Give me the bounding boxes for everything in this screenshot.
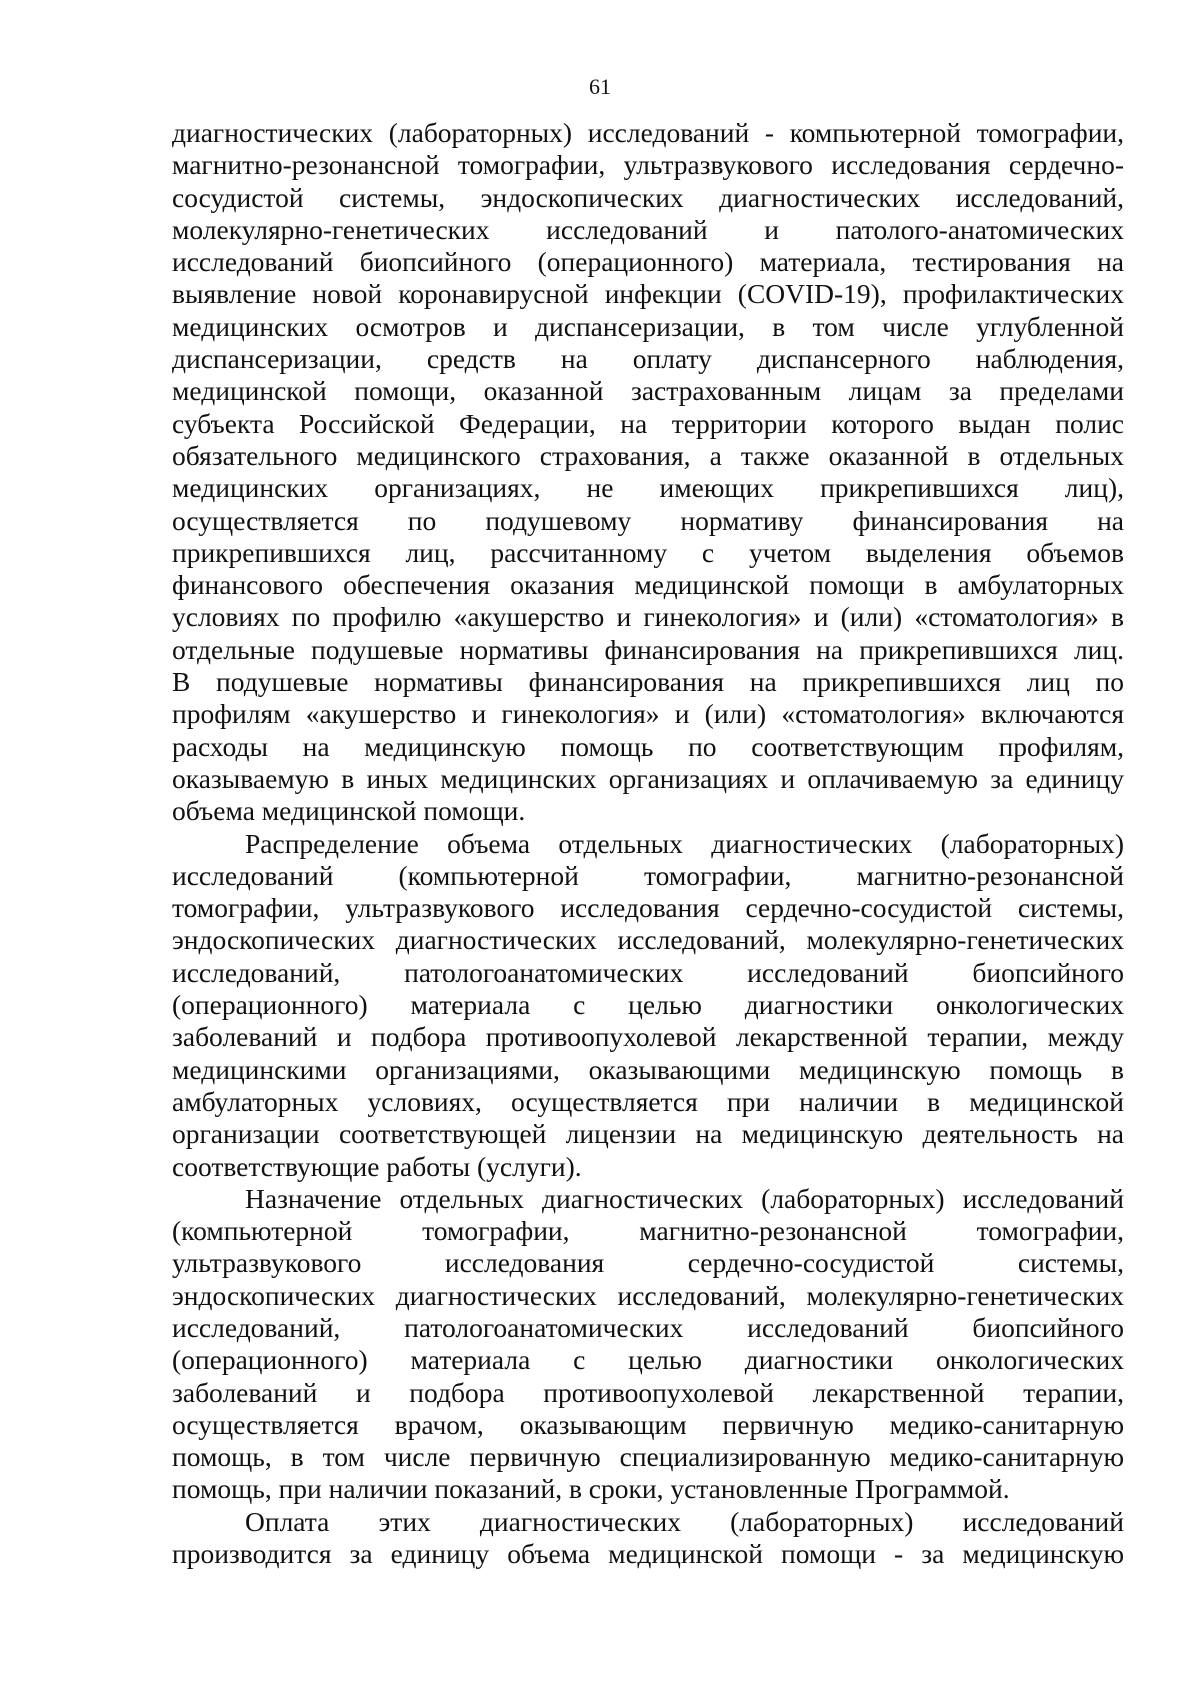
text-line: осуществляется по подушевому нормативу финансирования на xyxy=(172,504,1124,536)
text-line: исследований, патологоанатомических исследований биопсийного xyxy=(172,1311,1124,1343)
text-line: прикрепившихся лиц, рассчитанному с учетом выделения объемов xyxy=(172,536,1124,568)
text-line: организации соответствующей лицензии на медицинскую деятельность на xyxy=(172,1118,1124,1150)
text-line: производится за единицу объема медицинской помощи - за медицинскую xyxy=(172,1538,1124,1570)
text-line: расходы на медицинскую помощь по соответствующим профилям, xyxy=(172,730,1124,762)
text-line: медицинских организациях, не имеющих прикрепившихся лиц), xyxy=(172,472,1124,504)
body-text xyxy=(172,117,1124,1570)
page-number: 61 xyxy=(589,74,611,99)
text-line: условиях по профилю «акушерство и гинекология» и (или) «стоматология» в xyxy=(172,601,1124,633)
text-line: финансового обеспечения оказания медицинской помощи в амбулаторных xyxy=(172,569,1124,601)
text-line: исследований, патологоанатомических исследований биопсийного xyxy=(172,956,1124,988)
text-line: В подушевые нормативы финансирования на прикрепившихся лиц по xyxy=(172,666,1124,698)
text-line: помощь, при наличии показаний, в сроки, установленные Программой. xyxy=(172,1473,1010,1505)
text-line: осуществляется врачом, оказывающим первичную медико-санитарную xyxy=(172,1408,1124,1440)
text-line: соответствующие работы (услуги). xyxy=(172,1150,582,1182)
text-line: заболеваний и подбора противоопухолевой лекарственной терапии, между xyxy=(172,1021,1124,1053)
text-line: объема медицинской помощи. xyxy=(172,795,526,827)
text-line: (операционного) материала с целью диагностики онкологических xyxy=(172,1344,1124,1376)
text-line: субъекта Российской Федерации, на территории которого выдан полис xyxy=(172,407,1124,439)
text-line: профилям «акушерство и гинекология» и (или) «стоматология» включаются xyxy=(172,698,1124,730)
text-line: (операционного) материала с целью диагностики онкологических xyxy=(172,989,1124,1021)
text-line: медицинскими организациями, оказывающими медицинскую помощь в xyxy=(172,1053,1124,1085)
text-line: диспансеризации, средств на оплату диспансерного наблюдения, xyxy=(172,343,1124,375)
text-line: амбулаторных условиях, осуществляется при наличии в медицинской xyxy=(172,1085,1124,1117)
text-line: (компьютерной томографии, магнитно-резонансной томографии, xyxy=(172,1215,1124,1247)
text-line: исследований биопсийного (операционного) материала, тестирования на xyxy=(172,246,1124,278)
text-line: молекулярно-генетических исследований и патолого-анатомических xyxy=(172,213,1124,245)
text-line: отдельные подушевые нормативы финансирования на прикрепившихся лиц. xyxy=(172,633,1124,665)
text-line: помощь, в том числе первичную специализированную медико-санитарную xyxy=(172,1441,1124,1473)
text-line: эндоскопических диагностических исследований, молекулярно-генетических xyxy=(172,1279,1124,1311)
text-line: Распределение объема отдельных диагностических (лабораторных) xyxy=(245,827,1124,859)
text-line: ультразвукового исследования сердечно-сосудистой системы, xyxy=(172,1247,1124,1279)
text-line: оказываемую в иных медицинских организациях и оплачиваемую за единицу xyxy=(172,762,1124,794)
text-line: эндоскопических диагностических исследований, молекулярно-генетических xyxy=(172,924,1124,956)
text-line: сосудистой системы, эндоскопических диагностических исследований, xyxy=(172,181,1124,213)
text-line: Оплата этих диагностических (лабораторных) исследований xyxy=(245,1505,1124,1537)
text-line: исследований (компьютерной томографии, магнитно-резонансной xyxy=(172,859,1124,891)
text-line: Назначение отдельных диагностических (лабораторных) исследований xyxy=(245,1182,1124,1214)
text-line: томографии, ультразвукового исследования сердечно-сосудистой системы, xyxy=(172,892,1124,924)
text-line: медицинских осмотров и диспансеризации, в том числе углубленной xyxy=(172,310,1124,342)
text-line: обязательного медицинского страхования, а также оказанной в отдельных xyxy=(172,439,1124,471)
text-line: магнитно-резонансной томографии, ультразвукового исследования сердечно- xyxy=(172,149,1124,181)
text-line: выявление новой коронавирусной инфекции (COVID-19), профилактических xyxy=(172,278,1124,310)
text-line: медицинской помощи, оказанной застрахованным лицам за пределами xyxy=(172,375,1124,407)
text-line: заболеваний и подбора противоопухолевой лекарственной терапии, xyxy=(172,1376,1124,1408)
text-line: диагностических (лабораторных) исследований - компьютерной томографии, xyxy=(172,117,1124,148)
